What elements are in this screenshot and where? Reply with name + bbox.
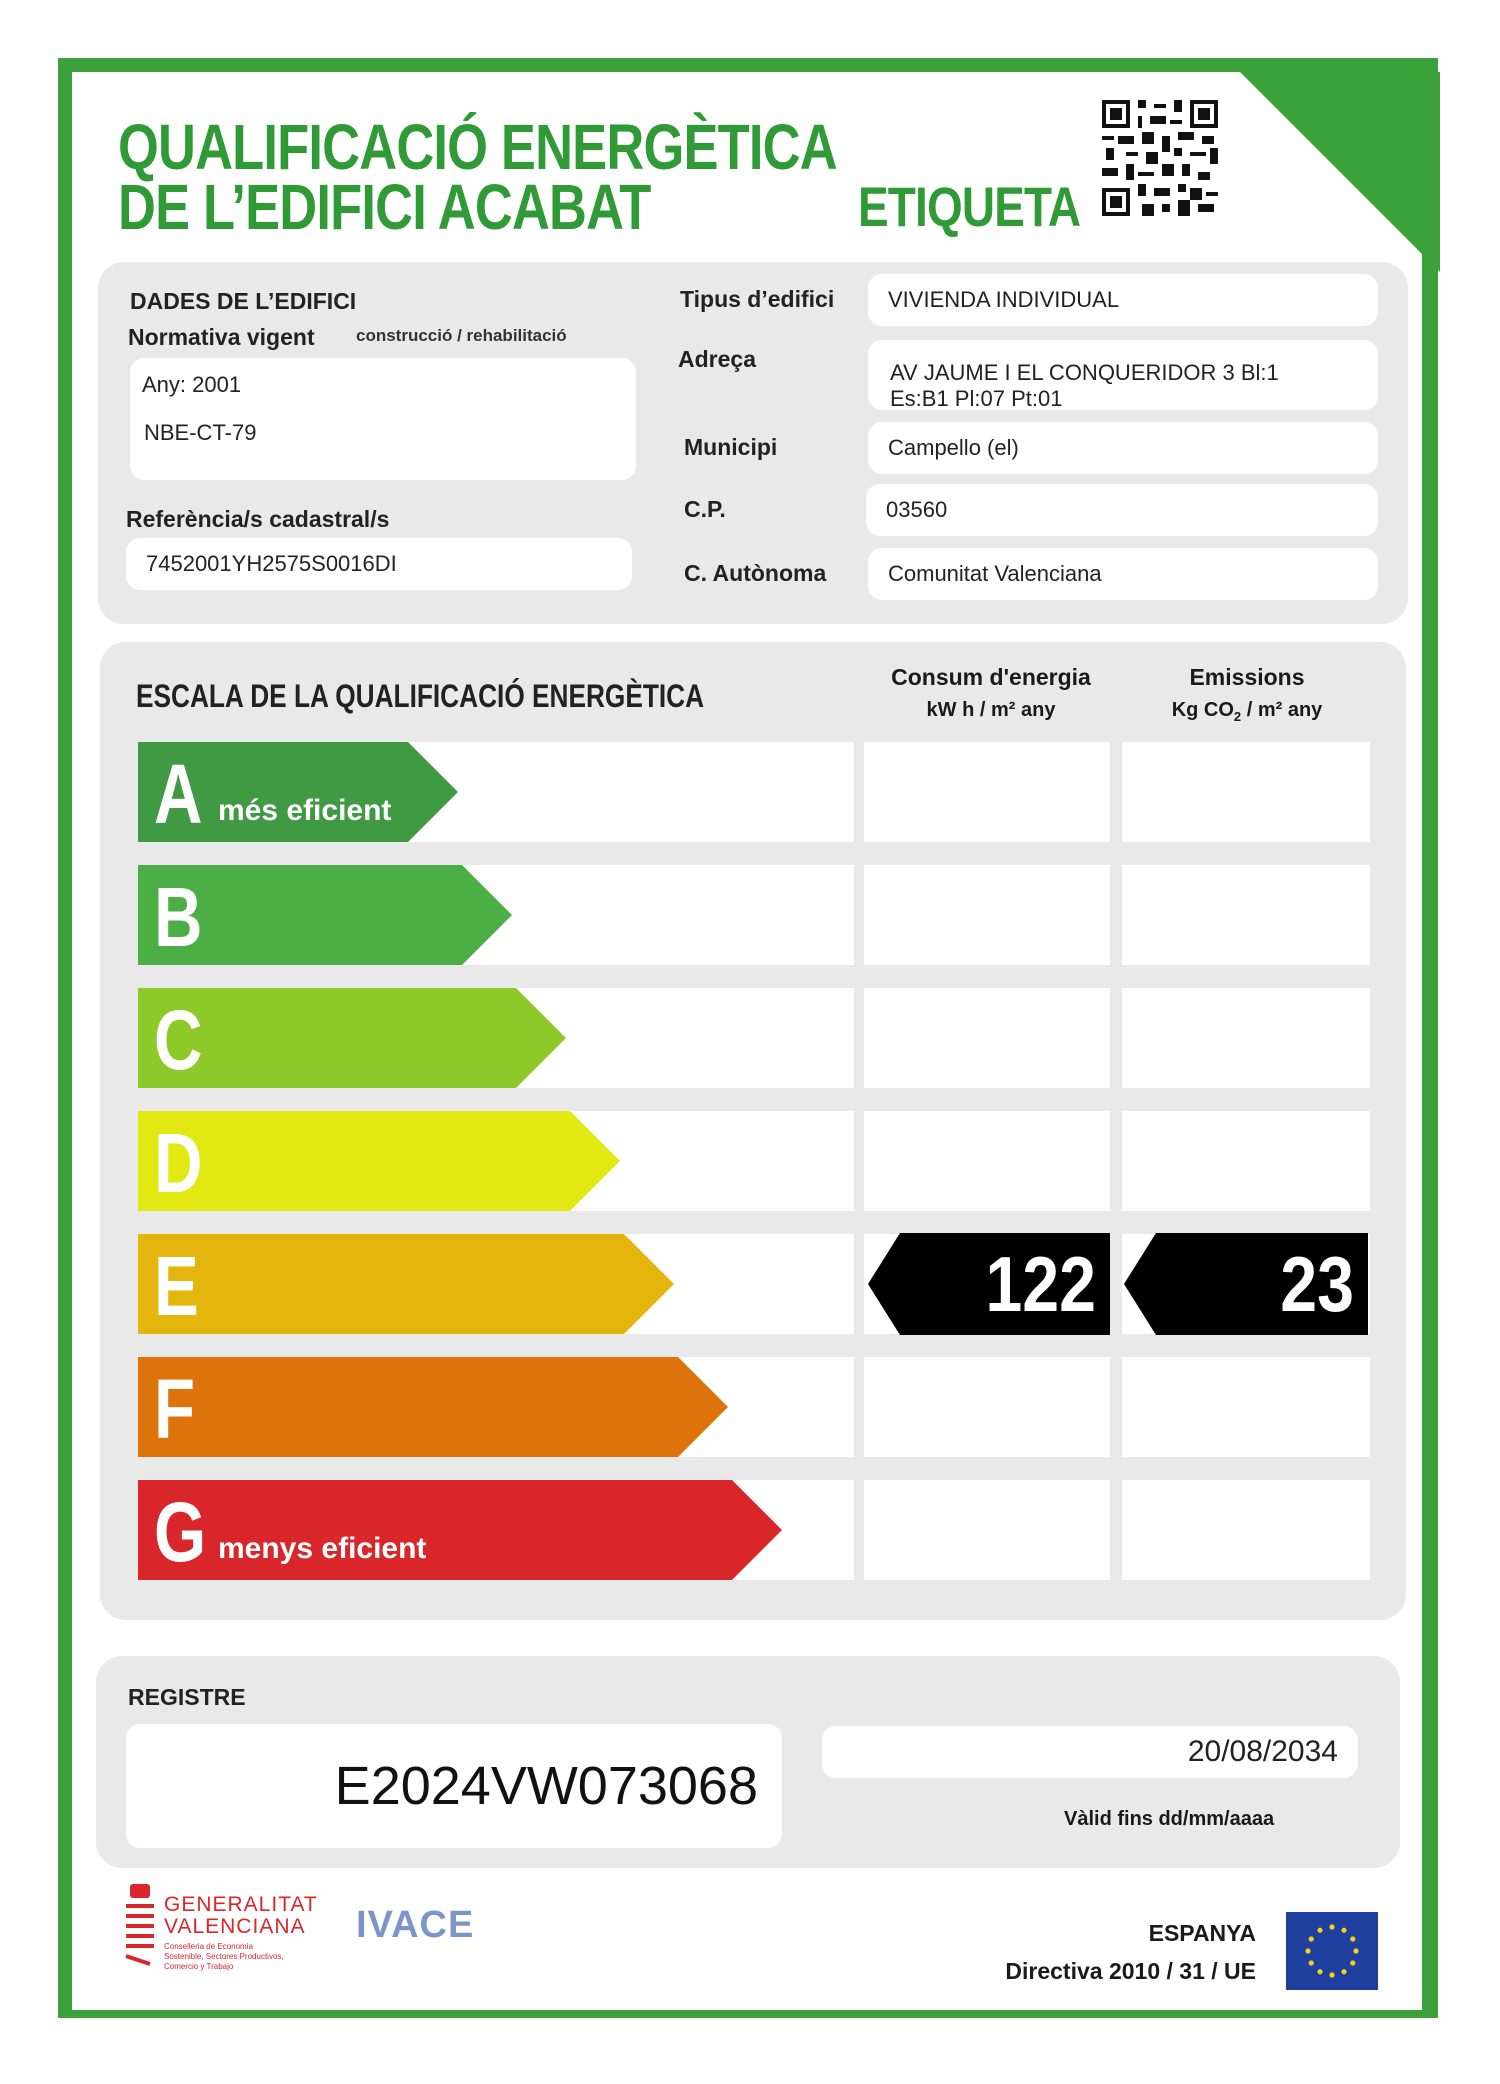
consumption-label: Consum d'energia xyxy=(891,664,1091,690)
consumption-cell xyxy=(864,742,1110,842)
postcode-label: C.P. xyxy=(684,496,726,522)
consumption-cell xyxy=(864,1480,1110,1580)
class-arrow-e xyxy=(138,1234,674,1334)
title-line-2: DE L’EDIFICI ACABAT xyxy=(118,171,651,243)
generalitat-small-2: Sostenible, Sectores Productivos, xyxy=(164,1952,284,1961)
generalitat-small-3: Comercio y Trabajo xyxy=(164,1962,234,1971)
regulation-label: Normativa vigent xyxy=(128,324,315,350)
region-field: Comunitat Valenciana xyxy=(868,548,1378,600)
scale-title: ESCALA DE LA QUALIFICACIÓ ENERGÈTICA xyxy=(136,678,705,714)
cadastral-label: Referència/s cadastral/s xyxy=(126,506,390,532)
qr-code-icon xyxy=(1102,100,1218,216)
building-type-field: VIVIENDA INDIVIDUAL xyxy=(868,274,1378,326)
country-label: ESPANYA xyxy=(1148,1920,1256,1946)
eu-star xyxy=(1329,1924,1334,1929)
valid-date: 20/08/2034 xyxy=(1187,1735,1338,1768)
emissions-unit xyxy=(1122,699,1372,724)
construction-year: Any: 2001 xyxy=(142,372,242,397)
ivace-logo: IVACE xyxy=(356,1904,475,1946)
eu-star xyxy=(1309,1960,1314,1965)
consumption-header xyxy=(866,664,1116,722)
generalitat-small-1: Conselleria de Economia xyxy=(164,1942,253,1951)
class-letter-f: F xyxy=(154,1362,196,1456)
emissions-indicator-value: 23 xyxy=(1280,1240,1354,1328)
consumption-cell xyxy=(864,865,1110,965)
eu-star xyxy=(1350,1960,1355,1965)
regulation-box xyxy=(130,358,636,480)
generalitat-line-2: VALENCIANA xyxy=(164,1915,306,1938)
directive-label: Directiva 2010 / 31 / UE xyxy=(1005,1958,1256,1984)
eu-star xyxy=(1350,1936,1355,1941)
municipality-field: Campello (el) xyxy=(868,422,1378,474)
emissions-cell xyxy=(1122,1480,1370,1580)
emissions-label: Emissions xyxy=(1189,664,1305,690)
label-type: ETIQUETA xyxy=(858,175,1081,238)
consumption-unit: kW h / m² any xyxy=(926,699,1056,721)
regulation-sub-label: construcció / rehabilitació xyxy=(356,326,567,345)
emissions-unit-sub: 2 xyxy=(1233,709,1242,724)
eu-star xyxy=(1309,1936,1314,1941)
consumption-indicator-value: 122 xyxy=(985,1240,1096,1328)
postcode-field: 03560 xyxy=(866,484,1378,536)
generalitat-small-text xyxy=(164,1942,318,1972)
address-label: Adreça xyxy=(678,346,756,372)
folded-corner xyxy=(1200,72,1440,272)
eu-star xyxy=(1341,1969,1346,1974)
emissions-unit-post: / m² any xyxy=(1241,699,1323,721)
class-letter-c: C xyxy=(154,993,203,1087)
class-sub-label-g: menys eficient xyxy=(218,1532,427,1565)
emissions-cell xyxy=(1122,1111,1370,1211)
municipality-label: Municipi xyxy=(684,434,778,460)
consumption-cell xyxy=(864,1111,1110,1211)
generalitat-line-1: GENERALITAT xyxy=(164,1893,318,1916)
address-line-1: AV JAUME I EL CONQUERIDOR 3 Bl:1 xyxy=(890,360,1279,385)
eu-star xyxy=(1317,1969,1322,1974)
generalitat-name xyxy=(164,1894,318,1972)
cadastral-ref-field: 7452001YH2575S0016DI xyxy=(126,538,632,590)
emissions-cell xyxy=(1122,742,1370,842)
building-section-title: DADES DE L’EDIFICI xyxy=(130,288,357,314)
eu-star xyxy=(1341,1928,1346,1933)
region-label: C. Autònoma xyxy=(684,560,827,586)
class-letter-e: E xyxy=(154,1239,199,1333)
class-sub-label-a: més eficient xyxy=(218,794,392,827)
address-field xyxy=(868,340,1378,410)
regulation-value: NBE-CT-79 xyxy=(144,420,257,445)
title-line-1: QUALIFICACIÓ ENERGÈTICA xyxy=(118,111,837,183)
eu-flag-icon xyxy=(1286,1912,1378,1990)
eu-star xyxy=(1353,1948,1358,1953)
valid-label: Vàlid fins dd/mm/aaaa xyxy=(1064,1808,1275,1830)
emissions-cell xyxy=(1122,865,1370,965)
registry-label: REGISTRE xyxy=(128,1684,246,1710)
consumption-cell xyxy=(864,1357,1110,1457)
valid-date-field xyxy=(822,1726,1358,1778)
address-line-2: Es:B1 Pl:07 Pt:01 xyxy=(890,386,1063,410)
registry-number: E2024VW073068 xyxy=(334,1756,758,1816)
class-arrow-d xyxy=(138,1111,620,1211)
class-letter-g: G xyxy=(154,1485,207,1579)
building-type-label: Tipus d’edifici xyxy=(680,286,835,312)
generalitat-logo-icon xyxy=(120,1880,160,1970)
emissions-header xyxy=(1122,664,1372,724)
class-letter-a: A xyxy=(154,747,203,841)
emissions-unit-pre: Kg CO xyxy=(1171,699,1234,721)
emissions-cell xyxy=(1122,988,1370,1088)
emissions-cell xyxy=(1122,1357,1370,1457)
eu-star xyxy=(1317,1928,1322,1933)
class-arrow-f xyxy=(138,1357,728,1457)
class-letter-d: D xyxy=(154,1116,203,1210)
consumption-cell xyxy=(864,988,1110,1088)
eu-star xyxy=(1329,1972,1334,1977)
registry-number-field xyxy=(126,1724,782,1848)
class-letter-b: B xyxy=(154,870,203,964)
eu-star xyxy=(1305,1948,1310,1953)
